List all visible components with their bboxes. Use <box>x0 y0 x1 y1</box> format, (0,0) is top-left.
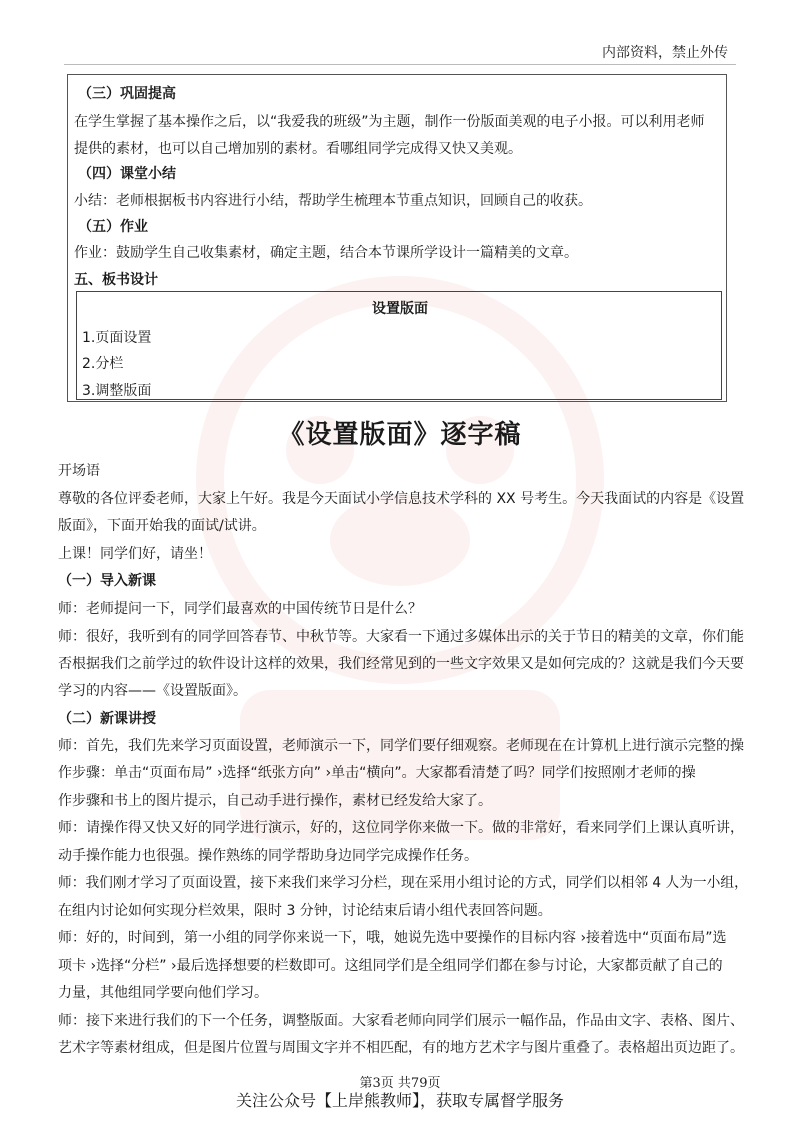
script-line: 尊敬的各位评委老师，大家上午好。我是今天面试小学信息技术学科的 XX 号考生。今天我面试的内容是《设置 <box>58 491 745 507</box>
board-item-1: 1.页面设置 <box>82 330 152 346</box>
board-item-3: 3.调整版面 <box>82 383 152 399</box>
board-design-heading: 五、板书设计 <box>74 272 158 288</box>
section-3-heading: （三）巩固提高 <box>78 86 176 102</box>
script-line: 学习的内容——《设置版面》。 <box>58 683 247 699</box>
section-import-heading: （一）导入新课 <box>58 573 156 589</box>
section-3-text-line1: 在学生掌握了基本操作之后，以“我爱我的班级”为主题，制作一份版面美观的电子小报。可以利用老师 <box>74 114 705 130</box>
script-line: 师：首先，我们先来学习页面设置，老师演示一下，同学们要仔细观察。老师现在在计算机上进行演示完整的操 <box>58 738 744 754</box>
script-line: 否根据我们之前学过的软件设计这样的效果，我们经常见到的一些文字效果又是如何完成的？这就是我们今天要 <box>58 656 744 672</box>
section-5-heading: （五）作业 <box>78 219 148 235</box>
script-line: 上课！同学们好，请坐！ <box>58 546 212 562</box>
script-line: 力量，其他组同学要向他们学习。 <box>58 985 268 1001</box>
confidential-note: 内部资料，禁止外传 <box>602 45 728 61</box>
script-line: 师：我们刚才学习了页面设置，接下来我们来学习分栏，现在采用小组讨论的方式，同学们以相邻 4 人为一小组， <box>58 875 748 891</box>
script-line: 作步骤：单击“页面布局” ›选择“纸张方向” ›单击“横向”。大家都看清楚了吗？同学们按照刚才老师的操 <box>58 765 696 781</box>
script-line: 师：接下来进行我们的下一个任务，调整版面。大家看老师向同学们展示一幅作品，作品由文字、表格、图片、 <box>58 1013 744 1029</box>
script-line: 艺术字等素材组成，但是图片位置与周围文字并不相匹配，有的地方艺术字与图片重叠了。表格超出页边距了。 <box>58 1040 744 1056</box>
script-line: 动手操作能力也很强。操作熟练的同学帮助身边同学完成操作任务。 <box>58 848 478 864</box>
section-4-text: 小结：老师根据板书内容进行小结，帮助学生梳理本节重点知识，回顾自己的收获。 <box>74 193 592 209</box>
footer-ad: 关注公众号【上岸熊教师】，获取专属督学服务 <box>235 1091 564 1110</box>
script-line: 师：很好，我听到有的同学回答春节、中秋节等。大家看一下通过多媒体出示的关于节日的精美的文章，你们能 <box>58 629 744 645</box>
script-line: 作步骤和书上的图片提示，自己动手进行操作，素材已经发给大家了。 <box>58 793 492 809</box>
header-divider <box>64 64 736 65</box>
board-title: 设置版面 <box>372 301 428 317</box>
section-3-text-line2: 提供的素材，也可以自己增加别的素材。看哪组同学完成得又快又美观。 <box>74 141 522 157</box>
board-item-2: 2.分栏 <box>82 356 124 372</box>
script-line: 在组内讨论如何实现分栏效果，限时 3 分钟，讨论结束后请小组代表回答问题。 <box>58 903 552 919</box>
script-line: 版面》，下面开始我的面试/试讲。 <box>58 518 266 534</box>
script-title: 《设置版面》逐字稿 <box>278 420 522 450</box>
script-line: 项卡 ›选择“分栏” ›最后选择想要的栏数即可。这组同学们是全组同学们都在参与讨论，大家都贡献了自己的 <box>58 958 723 974</box>
script-line: 师：老师提问一下，同学们最喜欢的中国传统节日是什么？ <box>58 601 422 617</box>
section-5-text: 作业：鼓励学生自己收集素材，确定主题，结合本节课所学设计一篇精美的文章。 <box>74 245 578 261</box>
page-number: 第3页 共79页 <box>359 1076 441 1091</box>
section-4-heading: （四）课堂小结 <box>78 166 176 182</box>
section-new-lesson-heading: （二）新课讲授 <box>58 711 156 727</box>
script-line: 师：好的，时间到，第一小组的同学你来说一下，哦，她说先选中要操作的目标内容 ›接着选中“页面布局”选 <box>58 930 727 946</box>
opening-label: 开场语 <box>58 463 100 479</box>
script-line: 师：请操作得又快又好的同学进行演示，好的，这位同学你来做一下。做的非常好，看来同学们上课认真听讲， <box>58 820 744 836</box>
